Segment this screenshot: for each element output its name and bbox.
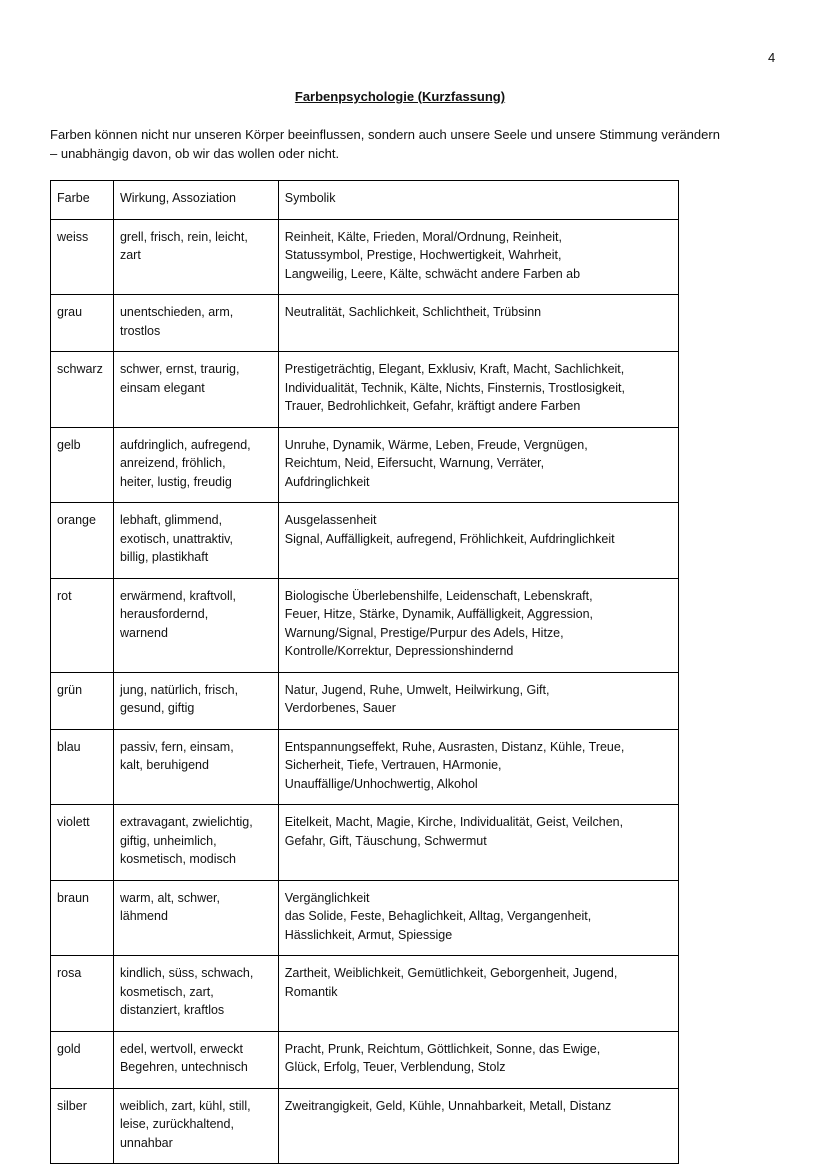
symbolik-line: Warnung/Signal, Prestige/Purpur des Adels, Hitze, [284, 625, 564, 640]
cell-symbolik [278, 729, 678, 805]
wirkung-line: erwärmend, kraftvoll, [119, 588, 236, 603]
symbolik-line: Trauer, Bedrohlichkeit, Gefahr, kräftigt andere Farben [284, 399, 581, 413]
wirkung-line: warm, alt, schwer, [119, 890, 220, 905]
wirkung-line: kosmetisch, modisch [119, 852, 236, 866]
intro-line: Farben können nicht nur unseren Körper beeinflussen, sondern auch unsere Seele und unsere Stimmung verändern [50, 127, 720, 142]
wirkung-line: gesund, giftig [119, 701, 195, 715]
wirkung-line: leise, zurückhaltend, [119, 1117, 234, 1131]
wirkung-line: giftig, unheimlich, [119, 833, 217, 848]
symbolik-line: das Solide, Feste, Behaglichkeit, Alltag, Vergangenheit, [284, 909, 592, 923]
wirkung-line: herausfordernd, [119, 607, 209, 621]
table-row [51, 295, 679, 352]
cell-wirkung [113, 729, 278, 805]
intro-paragraph [50, 125, 780, 163]
wirkung-line: warnend [119, 625, 168, 640]
symbolik-line: Aufdringlichkeit [284, 474, 370, 489]
cell-farbe: silber [51, 1088, 114, 1164]
wirkung-line: kindlich, süss, schwach, [119, 966, 254, 980]
wirkung-line: grell, frisch, rein, leicht, [119, 229, 248, 244]
page-title: Farbenpsychologie (Kurzfassung) [294, 89, 506, 104]
cell-wirkung [113, 219, 278, 295]
symbolik-line: Ausgelassenheit [284, 513, 377, 527]
cell-symbolik [278, 352, 678, 428]
cell-symbolik [278, 219, 678, 295]
table-row [51, 219, 679, 295]
table-row [51, 805, 679, 881]
symbolik-line: Vergänglichkeit [284, 890, 370, 905]
cell-farbe: rot [51, 578, 114, 672]
cell-symbolik [278, 672, 678, 729]
symbolik-line: Hässlichkeit, Armut, Spiessige [284, 927, 453, 942]
cell-farbe: grün [51, 672, 114, 729]
cell-farbe: blau [51, 729, 114, 805]
wirkung-line: trostlos [119, 323, 161, 338]
wirkung-line: billig, plastikhaft [119, 550, 209, 564]
cell-farbe: grau [51, 295, 114, 352]
symbolik-line: Individualität, Technik, Kälte, Nichts, Finsternis, Trostlosigkeit, [284, 380, 625, 395]
symbolik-line: Statussymbol, Prestige, Hochwertigkeit, Wahrheit, [284, 248, 562, 262]
symbolik-line: Zweitrangigkeit, Geld, Kühle, Unnahbarkeit, Metall, Distanz [284, 1098, 612, 1113]
wirkung-line: exotisch, unattraktiv, [119, 531, 233, 546]
wirkung-line: zart [119, 248, 141, 262]
cell-farbe: schwarz [51, 352, 114, 428]
cell-farbe: gelb [51, 427, 114, 503]
wirkung-line: einsam elegant [119, 380, 205, 395]
cell-wirkung [113, 427, 278, 503]
symbolik-line: Romantik [284, 984, 338, 999]
cell-wirkung [113, 578, 278, 672]
table-row [51, 956, 679, 1032]
cell-symbolik [278, 1031, 678, 1088]
cell-symbolik [278, 880, 678, 956]
table-row [51, 503, 679, 579]
wirkung-line: lebhaft, glimmend, [119, 513, 223, 527]
wirkung-line: passiv, fern, einsam, [119, 739, 234, 754]
wirkung-line: jung, natürlich, frisch, [119, 682, 239, 697]
table-row [51, 578, 679, 672]
cell-farbe: gold [51, 1031, 114, 1088]
wirkung-line: unnahbar [119, 1135, 173, 1150]
table-row [51, 729, 679, 805]
symbolik-line: Signal, Auffälligkeit, aufregend, Fröhlichkeit, Aufdringlichkeit [284, 531, 615, 546]
wirkung-line: schwer, ernst, traurig, [119, 362, 240, 376]
symbolik-line: Neutralität, Sachlichkeit, Schlichtheit, Trübsinn [284, 305, 542, 319]
symbolik-line: Unruhe, Dynamik, Wärme, Leben, Freude, Vergnügen, [284, 437, 588, 452]
cell-symbolik [278, 427, 678, 503]
wirkung-line: Begehren, untechnisch [119, 1060, 248, 1074]
wirkung-line: anreizend, fröhlich, [119, 456, 226, 470]
wirkung-line: kalt, beruhigend [119, 758, 209, 772]
symbolik-line: Pracht, Prunk, Reichtum, Göttlichkeit, Sonne, das Ewige, [284, 1041, 601, 1056]
intro-line: – unabhängig davon, ob wir das wollen oder nicht. [50, 146, 340, 161]
cell-wirkung [113, 880, 278, 956]
table-header-row [51, 181, 679, 220]
wirkung-line: heiter, lustig, freudig [119, 474, 232, 489]
symbolik-line: Unauffällige/Unhochwertig, Alkohol [284, 776, 478, 791]
symbolik-line: Entspannungseffekt, Ruhe, Ausrasten, Distanz, Kühle, Treue, [284, 739, 625, 754]
symbolik-line: Gefahr, Gift, Täuschung, Schwermut [284, 833, 487, 848]
cell-symbolik [278, 805, 678, 881]
symbolik-line: Reichtum, Neid, Eifersucht, Warnung, Verräter, [284, 456, 545, 470]
symbolik-line: Eitelkeit, Macht, Magie, Kirche, Individualität, Geist, Veilchen, [284, 815, 624, 829]
table-row [51, 672, 679, 729]
wirkung-line: aufdringlich, aufregend, [119, 437, 251, 452]
symbolik-line: Verdorbenes, Sauer [284, 701, 396, 715]
cell-wirkung [113, 352, 278, 428]
cell-wirkung [113, 503, 278, 579]
cell-farbe: rosa [51, 956, 114, 1032]
cell-symbolik [278, 578, 678, 672]
header-symbolik: Symbolik [278, 181, 678, 220]
symbolik-line: Langweilig, Leere, Kälte, schwächt andere Farben ab [284, 266, 581, 281]
symbolik-line: Zartheit, Weiblichkeit, Gemütlichkeit, Geborgenheit, Jugend, [284, 966, 618, 980]
cell-farbe: braun [51, 880, 114, 956]
symbolik-line: Prestigeträchtig, Elegant, Exklusiv, Kraft, Macht, Sachlichkeit, [284, 362, 625, 376]
cell-farbe: orange [51, 503, 114, 579]
color-psychology-table [50, 180, 679, 1164]
wirkung-line: lähmend [119, 909, 168, 923]
symbolik-line: Feuer, Hitze, Stärke, Dynamik, Auffälligkeit, Aggression, [284, 607, 593, 621]
table-row [51, 427, 679, 503]
cell-wirkung [113, 1031, 278, 1088]
cell-wirkung [113, 805, 278, 881]
symbolik-line: Natur, Jugend, Ruhe, Umwelt, Heilwirkung, Gift, [284, 682, 550, 697]
wirkung-line: extravagant, zwielichtig, [119, 815, 253, 829]
symbolik-line: Glück, Erfolg, Teuer, Verblendung, Stolz [284, 1060, 506, 1074]
cell-wirkung [113, 956, 278, 1032]
table-body [51, 219, 679, 1164]
wirkung-line: weiblich, zart, kühl, still, [119, 1098, 251, 1113]
wirkung-line: kosmetisch, zart, [119, 984, 214, 999]
cell-symbolik [278, 295, 678, 352]
cell-farbe: weiss [51, 219, 114, 295]
symbolik-line: Reinheit, Kälte, Frieden, Moral/Ordnung, Reinheit, [284, 229, 562, 244]
symbolik-line: Sicherheit, Tiefe, Vertrauen, HArmonie, [284, 758, 502, 772]
table-row [51, 352, 679, 428]
cell-symbolik [278, 1088, 678, 1164]
cell-symbolik [278, 503, 678, 579]
symbolik-line: Biologische Überlebenshilfe, Leidenschaft, Lebenskraft, [284, 588, 593, 603]
wirkung-line: edel, wertvoll, erweckt [119, 1041, 243, 1056]
header-farbe: Farbe [51, 181, 114, 220]
table-row [51, 1031, 679, 1088]
cell-wirkung [113, 295, 278, 352]
cell-symbolik [278, 956, 678, 1032]
symbolik-line: Kontrolle/Korrektur, Depressionshindernd [284, 644, 514, 658]
page-number: 4 [768, 50, 776, 65]
header-wirkung: Wirkung, Assoziation [113, 181, 278, 220]
wirkung-line: distanziert, kraftlos [119, 1003, 225, 1017]
wirkung-line: unentschieden, arm, [119, 305, 234, 319]
cell-wirkung [113, 672, 278, 729]
table-row [51, 880, 679, 956]
cell-farbe: violett [51, 805, 114, 881]
table-row [51, 1088, 679, 1164]
cell-wirkung [113, 1088, 278, 1164]
